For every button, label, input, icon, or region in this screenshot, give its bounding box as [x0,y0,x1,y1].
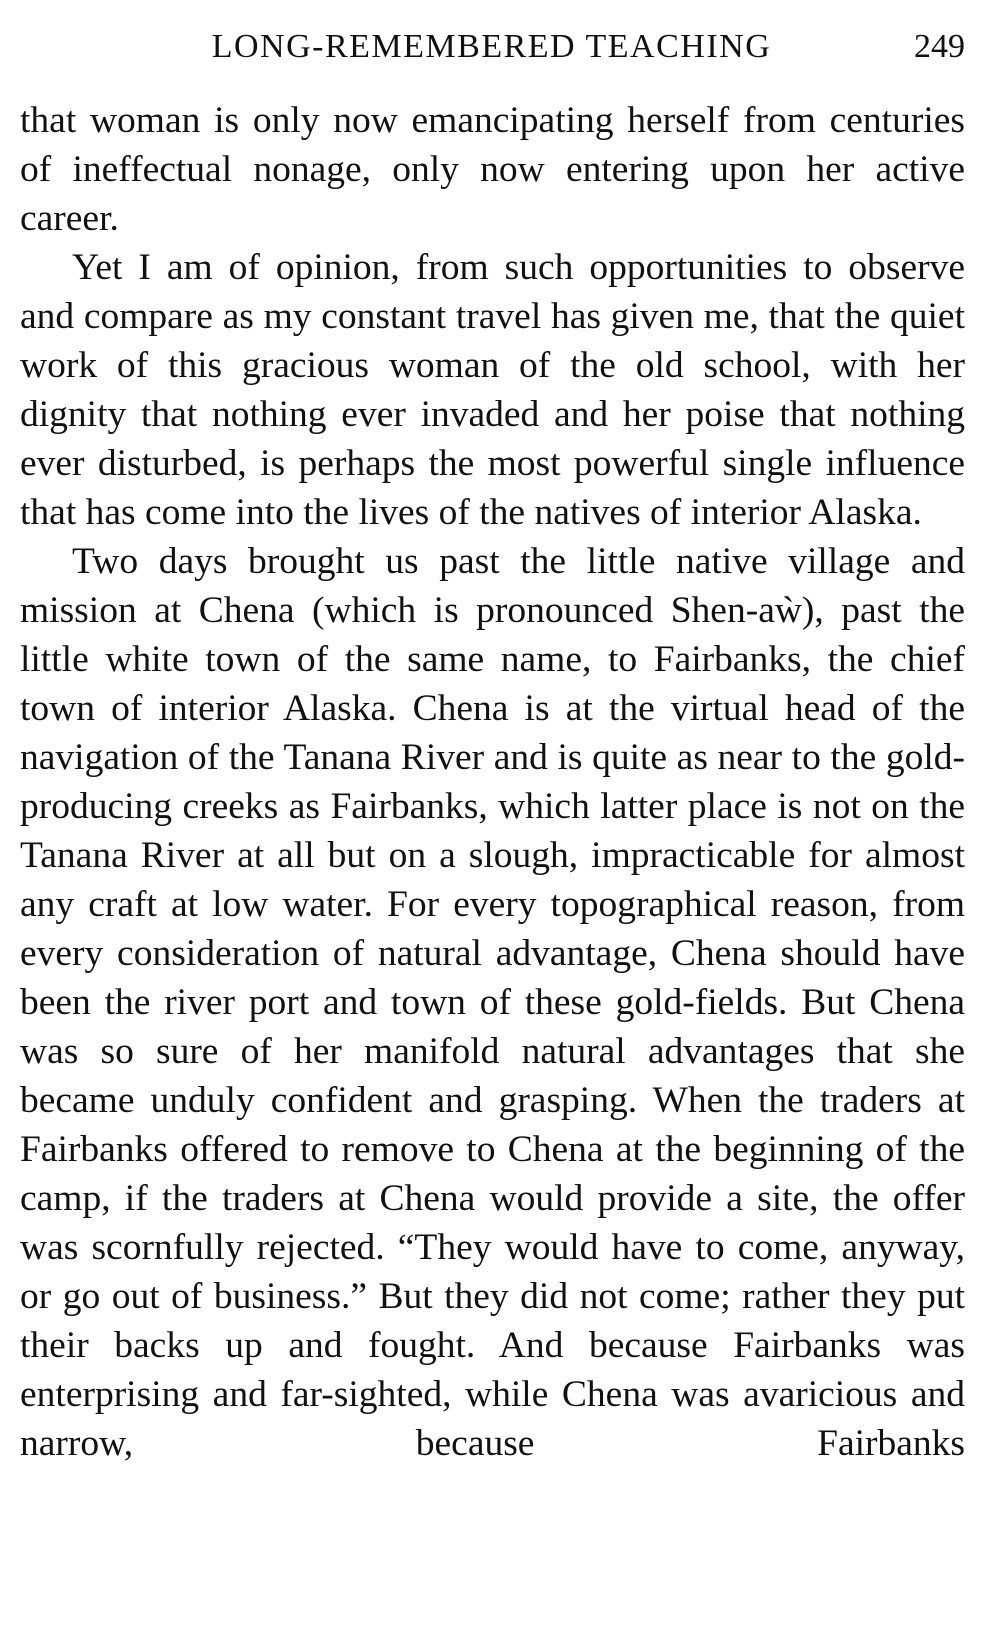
paragraph-continued: that woman is only now emancipating herself from centuries of ineffectual nonage, only now entering upon her active career. [20,100,965,239]
page-number: 249 [914,28,965,65]
body-text [20,96,965,1468]
paragraph-chena-fairbanks: Two days brought us past the little native village and mission at Chena (which is pronounced Shen-aẁ), past the little white town of the same name, to Fairbanks, the chief town of interior Alaska. Chena is at the virtual head of the navigation of the Tanana River and is quite as near to the gold-producing creeks as Fairbanks, which latter place is not on the Tanana River at all but on a slough, impracticable for almost any craft at low water. For every topographical reason, from every consideration of natural advantage, Chena should have been the river port and town of these gold-fields. But Chena was so sure of her manifold natural advantages that she became unduly confident and grasping. When the traders at Fairbanks offered to remove to Chena at the beginning of the camp, if the traders at Chena would provide a site, the offer was scornfully rejected. “They would have to come, anyway, or go out of business.” But they did not come; rather they put their backs up and fought. And because Fairbanks was enterprising and far-sighted, while Chena was avaricious and narrow, because Fairbanks [20,541,965,1464]
running-head [18,22,965,72]
paragraph-opinion: Yet I am of opinion, from such opportunities to observe and compare as my constant travel has given me, that the quiet work of this gracious woman of the old school, with her dignity that nothing ever invaded and her poise that nothing ever disturbed, is perhaps the most powerful single influence that has come into the lives of the natives of interior Alaska. [20,247,965,533]
running-title: LONG-REMEMBERED TEACHING [211,28,772,65]
